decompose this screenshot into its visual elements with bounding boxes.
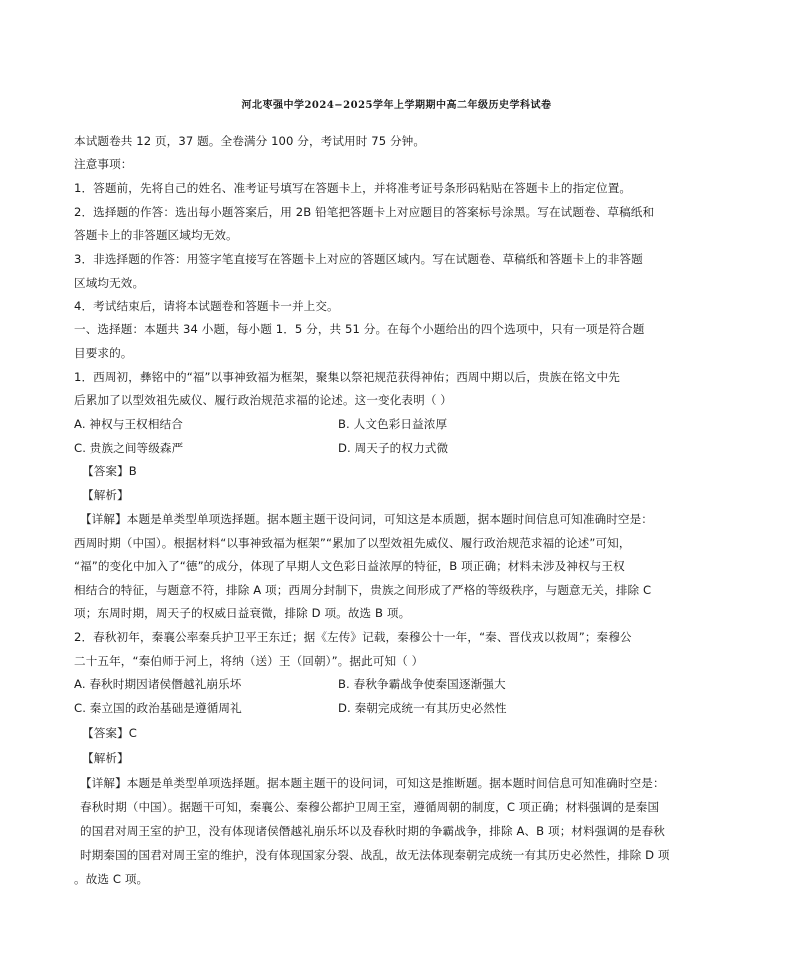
question-1-detail: 相结合的特征，与题意不符，排除 A 项；西周分封制下，贵族之间形成了严格的等级秩序，与题意无关，排除 C <box>74 583 652 597</box>
question-1-option-d: D. 周天子的权力式微 <box>338 441 449 455</box>
question-1-detail: 西周时期（中国）。根据材料“以事神致福为框架”“累加了以型效祖先威仪、履行政治规范求福的论述”可知， <box>74 536 631 550</box>
question-2-option-a: A. 春秋时期因诸侯僭越礼崩乐坏 <box>74 677 242 691</box>
question-2-detail: 【详解】本题是单类型单项选择题。据本题主题干的设问词，可知这是推断题。据本题时间信息可知准确时空是： <box>80 776 665 790</box>
question-2-detail: 。故选 C 项。 <box>74 872 149 886</box>
question-2-answer: 【答案】C <box>82 726 137 740</box>
question-2-detail: 时期秦国的国君对周王室的维护，没有体现国家分裂、战乱，故无法体现秦朝完成统一有其历史必然性，排除 D 项 <box>80 848 670 862</box>
notice-line: 4．考试结束后，请将本试题卷和答题卡一并上交。 <box>74 299 339 313</box>
notice-line: 2．选择题的作答：选出每小题答案后，用 2B 铅笔把答题卡上对应题目的答案标号涂黑。写在试题卷、草稿纸和 <box>74 205 655 219</box>
question-2-option-d: D. 秦朝完成统一有其历史必然性 <box>338 701 507 715</box>
question-1-option-c: C. 贵族之间等级森严 <box>74 441 184 455</box>
question-2-option-c: C. 秦立国的政治基础是遵循周礼 <box>74 701 242 715</box>
question-1-stem: 后累加了以型效祖先威仪、履行政治规范求福的论述。这一变化表明（ ） <box>74 393 452 407</box>
intro-text: 本试题卷共 12 页，37 题。全卷满分 100 分，考试用时 75 分钟。 <box>74 134 426 148</box>
question-1-stem: 1．西周初，彝铭中的“福”以事神致福为框架，聚集以祭祀规范获得神佑；西周中期以后，贵族在铭文中先 <box>74 370 620 384</box>
question-2-detail: 春秋时期（中国）。据题干可知，秦襄公、秦穆公都护卫周王室，遵循周朝的制度，C 项正确；材料强调的是秦国 <box>80 800 660 814</box>
question-1-answer: 【答案】B <box>82 464 137 478</box>
question-1-detail: “福”的变化中加入了“德”的成分，体现了早期人文色彩日益浓厚的特征，B 项正确；材料未涉及神权与王权 <box>74 559 625 573</box>
question-1-option-b: B. 人文色彩日益浓厚 <box>338 417 448 431</box>
question-2-option-b: B. 春秋争霸战争使秦国逐渐强大 <box>338 677 506 691</box>
question-2-stem: 2．春秋初年，秦襄公率秦兵护卫平王东迁；据《左传》记载，秦穆公十一年，“秦、晋伐戎以救周”；秦穆公 <box>74 630 632 644</box>
notice-line: 3．非选择题的作答：用签字笔直接写在答题卡上对应的答题区域内。写在试题卷、草稿纸和答题卡上的非答题 <box>74 252 643 266</box>
question-1-detail: 项；东周时期，周天子的权威日益衰微，排除 D 项。故选 B 项。 <box>74 606 411 620</box>
question-2-stem: 二十五年，“秦伯师于河上，将纳（送）王（回朝）”。据此可知（ ） <box>74 654 424 668</box>
section-heading: 目要求的。 <box>74 346 133 360</box>
section-heading: 一、选择题：本题共 34 小题，每小题 1．5 分，共 51 分。在每个小题给出的四个选项中，只有一项是符合题 <box>74 322 645 336</box>
page-title: 河北枣强中学2024−2025学年上学期期中高二年级历史学科试卷 <box>241 100 552 111</box>
question-2-analysis: 【解析】 <box>82 751 129 765</box>
question-1-analysis: 【解析】 <box>82 488 129 502</box>
notice-heading: 注意事项： <box>74 157 133 171</box>
notice-line: 区域均无效。 <box>74 276 145 290</box>
question-1-option-a: A. 神权与王权相结合 <box>74 417 183 431</box>
question-2-detail: 的国君对周王室的护卫，没有体现诸侯僭越礼崩乐坏以及春秋时期的争霸战争，排除 A、B 项；材料强调的是春秋 <box>80 824 665 838</box>
question-1-detail: 【详解】本题是单类型单项选择题。据本题主题干设问词，可知这是本质题，据本题时间信息可知准确时空是： <box>80 512 653 526</box>
notice-line: 答题卡上的非答题区域均无效。 <box>74 228 238 242</box>
notice-line: 1．答题前，先将自己的姓名、准考证号填写在答题卡上，并将准考证号条形码粘贴在答题卡上的指定位置。 <box>74 181 632 195</box>
